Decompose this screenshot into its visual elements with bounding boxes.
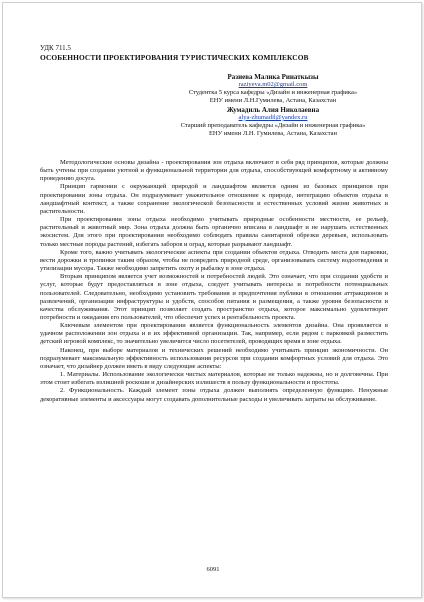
author-email-link[interactable]: raziyeva.m02@gmail.com xyxy=(238,81,308,89)
author-block xyxy=(153,73,393,138)
author-org: ЕНУ имени Л.Н. Гумилева, Астана, Казахстан xyxy=(208,130,338,138)
paragraph: Методологические основы дизайна - проектирования зон отдыха включают в себя ряд принципов, которые должны быть учтены при создании уютной и функциональной территории для отдыха, способствующей комфортному и активному проведению досуга. xyxy=(40,159,388,183)
paragraph: Вторым принципом является учет возможностей и потребностей людей. Это означает, что при создании удобств и услуг, которые будут предоставляться в зоне отдыха, следует учитывать интересы и потребности потенциальных пользователей. Следовательно, необходимо установить требования и предпочтения публики в отношении аттракционов и развлечений, организации инфраструктуры и удобств, способов питания и размещения, а также уровня безопасности и качества обслуживания. Этот принцип позволяет создать пространство отдыха, которое максимально удовлетворит потребности и ожидания его пользователей, что обеспечит успех и рентабельность проекта. xyxy=(40,273,388,321)
author-email-link[interactable]: alya-zhumadil@yandex.ru xyxy=(238,113,308,121)
udk-code: УДК 711.5 xyxy=(40,44,71,52)
author-org: ЕНУ имени Л.Н.Гумилева, Астана, Казахстан xyxy=(209,97,337,105)
paragraph: Кроме того, важно учитывать экологические аспекты при создании объектов отдыха. Отводить места для парковки, вести дорожки и тропинки таким образом, чтобы не повредить природной среде, организовывать систему водоотведения и утилизации мусора. Также необходимо запретить охоту и рыбалку в зоне отдыха. xyxy=(40,248,388,273)
paragraph: Принцип гармонии с окружающей природой и ландшафтом является одним из базовых принципов при проектировании зоны отдыха. Он подразумевает уважительное отношение к природе, интеграцию объектов отдыха в ландшафтный контекст, а также сохранение экологической безопасности и естественных условий жизни животных и растительности. xyxy=(40,183,388,215)
paper-body xyxy=(40,159,388,404)
author-name: Разиева Малика Ринаткызы xyxy=(227,73,319,81)
paragraph: При проектировании зоны отдыха необходимо учитывать природные особенности местности, ее рельеф, растительный и животный мир. Зона отдыха должна быть органично вписана в ландшафт и не нарушать естественных экосистем. Для этого при проектировании необходимо соблюдать правила санитарной обрезки деревьев, использовать только местные породы растений, избегать заборов и оград, которые разрывают ландшафт. xyxy=(40,216,388,248)
page-number: 6091 xyxy=(206,566,220,573)
paragraph: 1. Материалы. Использование экологически чистых материалов, которые не только надежны, но и долговечны. При этом стоит избегать излишней роскоши и дизайнерских излишеств в пользу функциональности и простоты. xyxy=(40,371,388,387)
paragraph: Наконец, при выборе материалов и технических решений необходимо учитывать принцип экономичности. Он подразумевает максимальную эффективность использования ресурсов при создании комфортных условий для отдыха. Это означает, что дизайнер должен иметь в виду следующие аспекты: xyxy=(40,346,388,370)
document-page xyxy=(2,2,422,598)
paragraph: Ключевым элементом при проектировании является функциональность элементов дизайна. Она проявляется в удачном расположении зон отдыха и в их эффективной организации. Так, например, если рядом с парковкой разместить детский игровой комплекс, то значительно увеличится число посетителей, проводящих время в зоне отдыха. xyxy=(40,322,388,346)
author-role: Старший преподаватель кафедры «Дизайн и инженерная графика» xyxy=(180,121,366,129)
paper-title: ОСОБЕННОСТИ ПРОЕКТИРОВАНИЯ ТУРИСТИЧЕСКИХ КОМПЛЕКСОВ xyxy=(40,53,309,62)
paragraph: 2. Функциональность. Каждый элемент зоны отдыха должен выполнять определенную функцию. Ненужные декоративные элементы и аксессуары могут создавать дополнительные расходы и увеличивать затраты на обслуживание. xyxy=(40,387,388,403)
author-name: Жумадиль Алия Николаевна xyxy=(226,105,320,114)
author-role: Студентка 5 курса кафедры «Дизайн и инженерная графика» xyxy=(188,89,358,97)
